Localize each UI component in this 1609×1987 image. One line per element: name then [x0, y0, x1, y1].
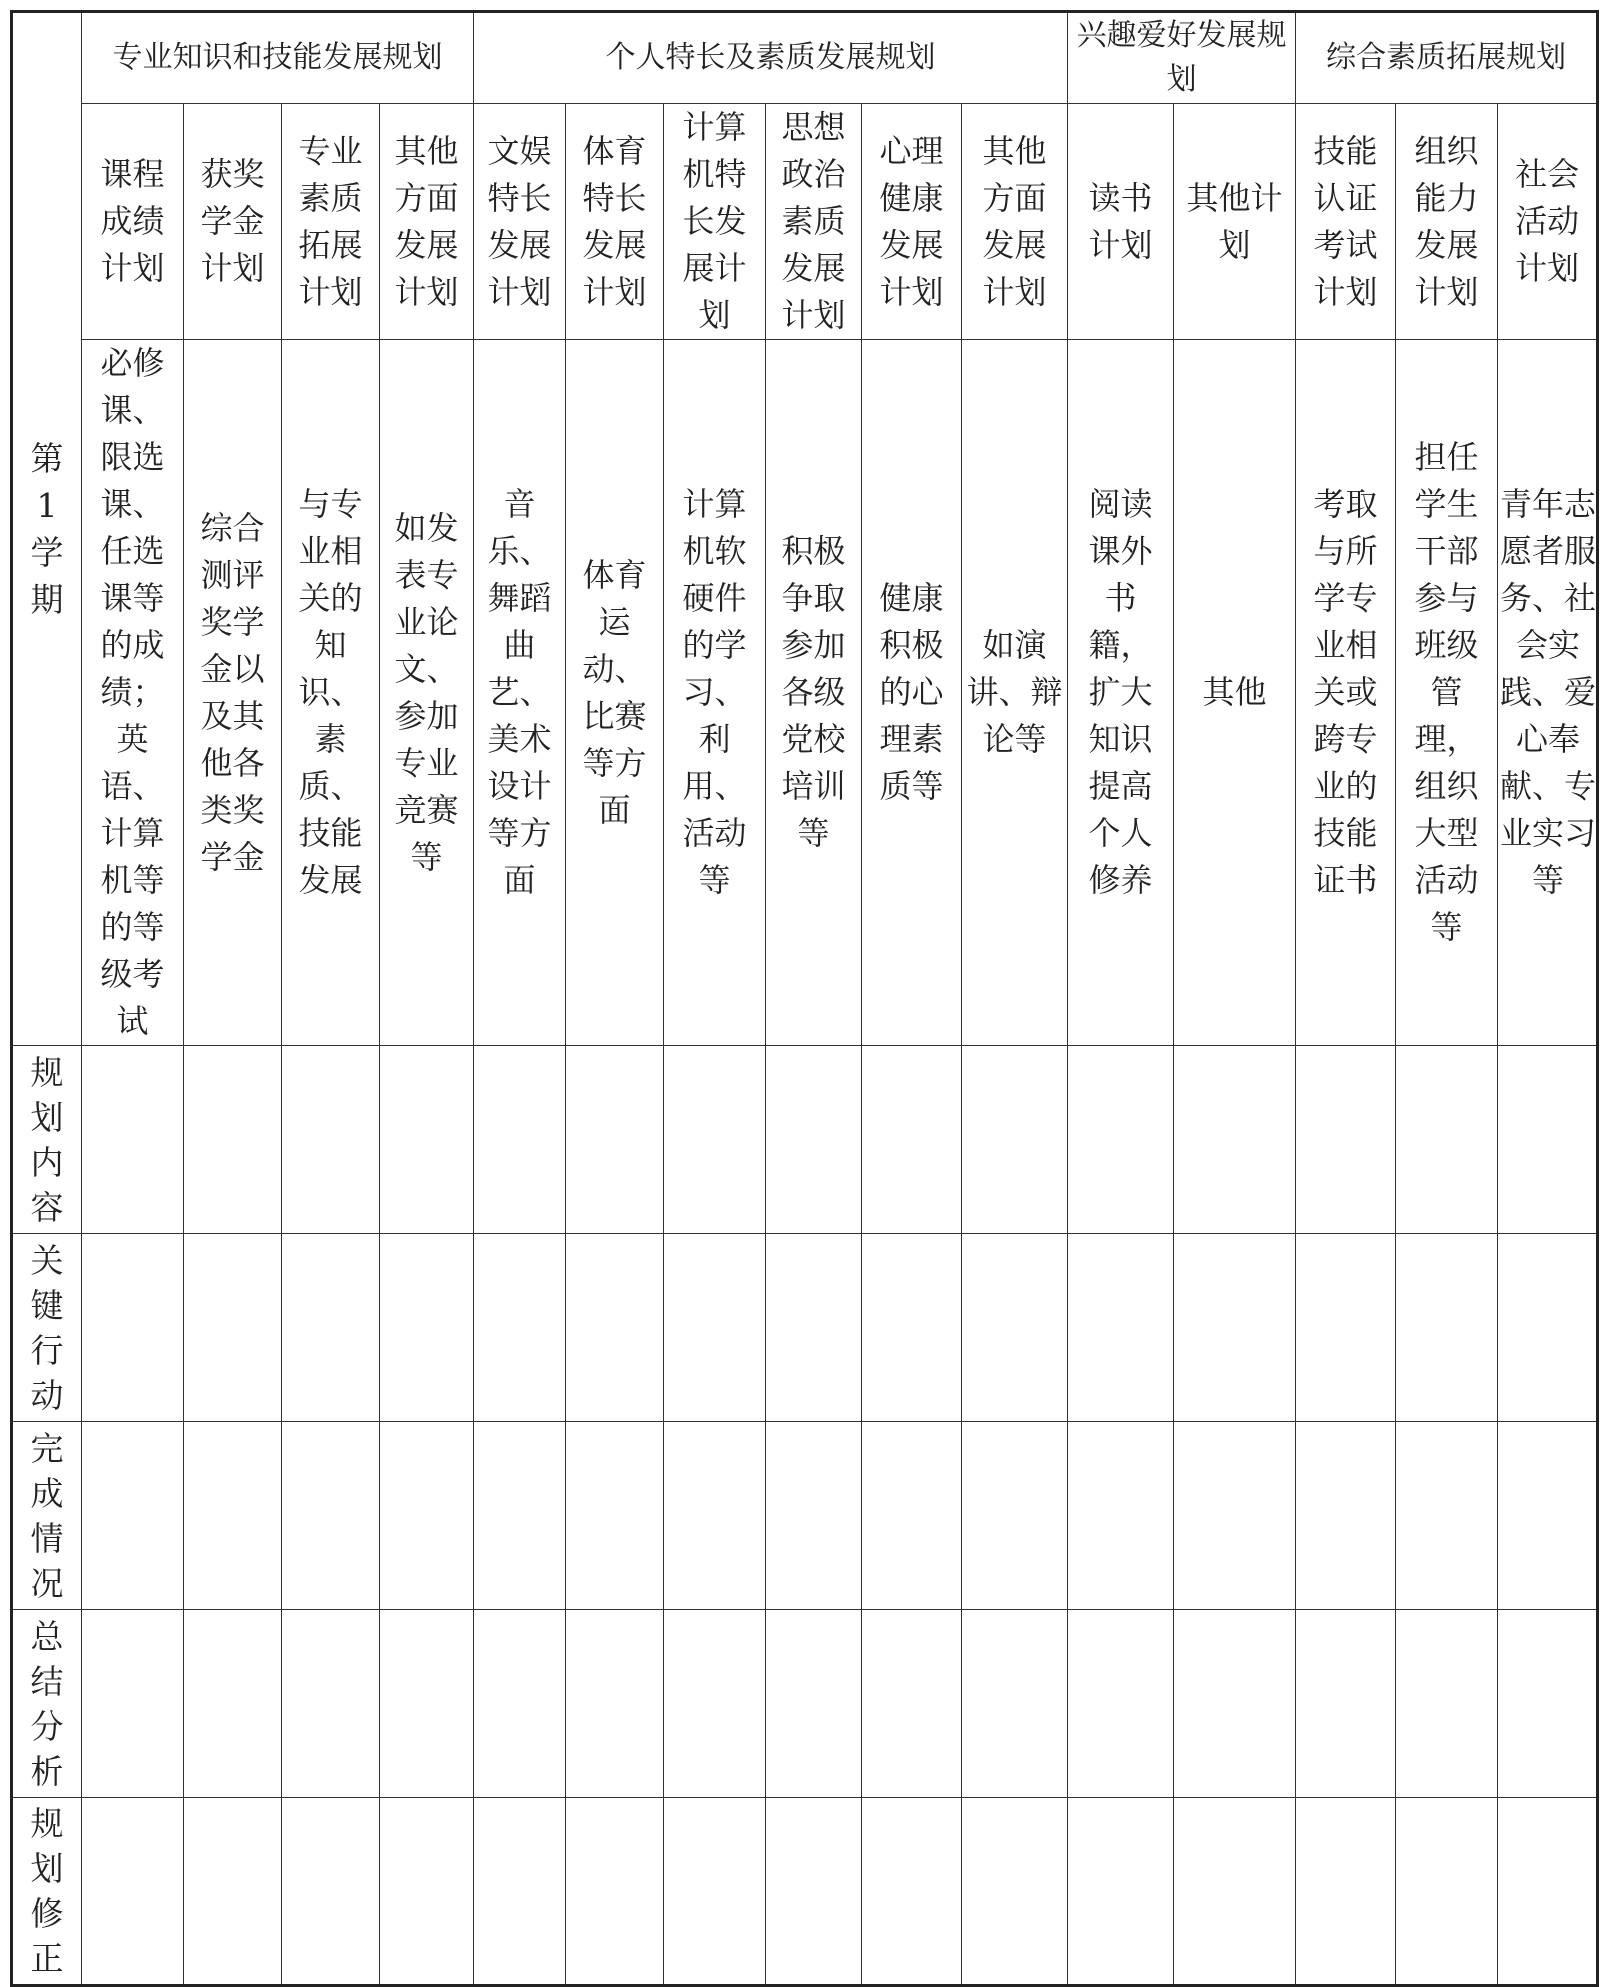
column-description: 青年志愿者服务、社会实践、爱心奉献、专业实习等 — [1500, 485, 1597, 899]
entry-cell[interactable] — [1396, 1234, 1498, 1422]
summary-analysis-row — [12, 1610, 1598, 1798]
description-cell — [380, 340, 474, 1046]
column-header-cell — [82, 104, 184, 340]
entry-cell[interactable] — [1296, 1798, 1396, 1986]
column-header: 社会活动计划 — [1515, 155, 1580, 287]
column-header-cell — [1498, 104, 1598, 340]
row-label: 规划修正 — [30, 1804, 64, 1978]
column-description: 计算机软硬件的学习、利用、活动等 — [682, 485, 747, 899]
description-cell — [1068, 340, 1174, 1046]
column-description: 与专业相关的知识、素质、技能发展 — [298, 485, 363, 899]
group-header: 兴趣爱好发展规划 — [1076, 18, 1287, 97]
column-header: 获奖学金计划 — [200, 155, 265, 287]
entry-cell[interactable] — [1296, 1046, 1396, 1234]
description-cell — [1174, 340, 1296, 1046]
entry-cell[interactable] — [1068, 1422, 1174, 1610]
entry-cell[interactable] — [1498, 1422, 1598, 1610]
entry-cell[interactable] — [1296, 1422, 1396, 1610]
entry-cell[interactable] — [82, 1610, 184, 1798]
entry-cell[interactable] — [184, 1610, 282, 1798]
column-header: 体育特长发展计划 — [582, 131, 647, 311]
entry-cell[interactable] — [566, 1234, 664, 1422]
completion-status-row — [12, 1422, 1598, 1610]
description-cell — [474, 340, 566, 1046]
row-label: 关键行动 — [30, 1240, 64, 1415]
entry-cell[interactable] — [380, 1046, 474, 1234]
entry-cell[interactable] — [664, 1234, 766, 1422]
entry-cell[interactable] — [380, 1798, 474, 1986]
entry-cell[interactable] — [862, 1798, 962, 1986]
entry-cell[interactable] — [184, 1798, 282, 1986]
semester-cell — [12, 12, 82, 1046]
group-header: 个人特长及素质发展规划 — [605, 40, 936, 75]
entry-cell[interactable] — [380, 1234, 474, 1422]
column-header-cell — [1296, 104, 1396, 340]
column-header-cell — [184, 104, 282, 340]
description-cell — [664, 340, 766, 1046]
entry-cell[interactable] — [1396, 1610, 1498, 1798]
column-header-cell — [766, 104, 862, 340]
column-description: 其他 — [1202, 673, 1267, 711]
entry-cell[interactable] — [282, 1798, 380, 1986]
plan-content-row — [12, 1046, 1598, 1234]
entry-cell[interactable] — [766, 1422, 862, 1610]
column-header: 其他计划 — [1186, 178, 1283, 264]
column-header: 思想政治素质发展计划 — [781, 108, 846, 334]
entry-cell[interactable] — [862, 1234, 962, 1422]
column-description: 积极争取参加各级党校培训等 — [781, 532, 846, 852]
career-plan-table — [10, 10, 1599, 1987]
entry-cell[interactable] — [474, 1610, 566, 1798]
key-actions-row — [12, 1234, 1598, 1422]
entry-cell[interactable] — [1396, 1046, 1498, 1234]
group-header-cell — [82, 12, 474, 104]
column-description: 考取与所学专业相关或跨专业的技能证书 — [1313, 485, 1378, 899]
entry-cell[interactable] — [664, 1046, 766, 1234]
entry-cell[interactable] — [1396, 1798, 1498, 1986]
description-cell — [184, 340, 282, 1046]
column-header: 其他方面发展计划 — [982, 131, 1047, 311]
entry-cell[interactable] — [380, 1610, 474, 1798]
entry-cell[interactable] — [282, 1234, 380, 1422]
entry-cell[interactable] — [766, 1046, 862, 1234]
entry-cell[interactable] — [862, 1046, 962, 1234]
entry-cell[interactable] — [962, 1610, 1068, 1798]
entry-cell[interactable] — [1296, 1234, 1396, 1422]
entry-cell[interactable] — [82, 1798, 184, 1986]
entry-cell[interactable] — [766, 1798, 862, 1986]
group-header: 综合素质拓展规划 — [1326, 40, 1567, 75]
column-header: 心理健康发展计划 — [879, 131, 944, 311]
column-header-cell — [664, 104, 766, 340]
column-header-cell — [862, 104, 962, 340]
entry-cell[interactable] — [962, 1798, 1068, 1986]
column-header-cell — [1068, 104, 1174, 340]
entry-cell[interactable] — [184, 1046, 282, 1234]
entry-cell[interactable] — [1498, 1610, 1598, 1798]
entry-cell[interactable] — [474, 1234, 566, 1422]
column-header-cell — [380, 104, 474, 340]
entry-cell[interactable] — [1296, 1610, 1396, 1798]
entry-cell[interactable] — [1068, 1046, 1174, 1234]
entry-cell[interactable] — [184, 1422, 282, 1610]
column-description: 如发表专业论文、参加专业竞赛等 — [394, 508, 459, 876]
plan-revision-row — [12, 1798, 1598, 1986]
group-header-cell — [474, 12, 1068, 104]
row-label-cell — [12, 1422, 82, 1610]
column-header: 读书计划 — [1088, 178, 1153, 264]
description-cell — [566, 340, 664, 1046]
entry-cell[interactable] — [1174, 1798, 1296, 1986]
description-cell — [1396, 340, 1498, 1046]
entry-cell[interactable] — [82, 1046, 184, 1234]
column-header: 专业素质拓展计划 — [298, 131, 363, 311]
description-cell — [82, 340, 184, 1046]
group-header-cell — [1296, 12, 1598, 104]
column-header-cell — [566, 104, 664, 340]
row-label-cell — [12, 1046, 82, 1234]
entry-cell[interactable] — [474, 1046, 566, 1234]
row-label: 规划内容 — [30, 1052, 64, 1227]
entry-cell[interactable] — [664, 1610, 766, 1798]
entry-cell[interactable] — [1174, 1234, 1296, 1422]
column-description: 如演讲、辩论等 — [966, 626, 1063, 758]
group-header: 专业知识和技能发展规划 — [112, 40, 443, 75]
entry-cell[interactable] — [664, 1798, 766, 1986]
entry-cell[interactable] — [282, 1610, 380, 1798]
column-header-cell — [962, 104, 1068, 340]
semester-label: 第1学期 — [30, 439, 64, 619]
entry-cell[interactable] — [962, 1234, 1068, 1422]
entry-cell[interactable] — [1498, 1798, 1598, 1986]
entry-cell[interactable] — [474, 1422, 566, 1610]
row-label-cell — [12, 1610, 82, 1798]
entry-cell[interactable] — [1068, 1798, 1174, 1986]
entry-cell[interactable] — [82, 1422, 184, 1610]
row-label: 总结分析 — [30, 1616, 64, 1791]
group-header-cell — [1068, 12, 1296, 104]
column-header-cell — [1396, 104, 1498, 340]
entry-cell[interactable] — [282, 1422, 380, 1610]
entry-cell[interactable] — [1396, 1422, 1498, 1610]
entry-cell[interactable] — [566, 1610, 664, 1798]
entry-cell[interactable] — [566, 1046, 664, 1234]
entry-cell[interactable] — [962, 1046, 1068, 1234]
entry-cell[interactable] — [862, 1422, 962, 1610]
column-header-cell — [282, 104, 380, 340]
description-cell — [1296, 340, 1396, 1046]
column-description: 必修课、限选课、任选课等的成绩；英语、计算机等的等级考试 — [100, 344, 165, 1040]
column-description: 健康积极的心理素质等 — [879, 579, 944, 805]
description-cell — [962, 340, 1068, 1046]
column-description: 体育运动、比赛等方面 — [582, 555, 647, 829]
entry-cell[interactable] — [82, 1234, 184, 1422]
entry-cell[interactable] — [664, 1422, 766, 1610]
entry-cell[interactable] — [184, 1234, 282, 1422]
column-description: 担任学生干部参与班级管理，组织大型活动等 — [1414, 438, 1479, 946]
entry-cell[interactable] — [766, 1610, 862, 1798]
column-header: 技能认证考试计划 — [1313, 131, 1378, 311]
column-header: 计算机特长发展计划 — [682, 108, 747, 334]
entry-cell[interactable] — [380, 1422, 474, 1610]
entry-cell[interactable] — [1498, 1234, 1598, 1422]
column-header: 文娱特长发展计划 — [487, 131, 552, 311]
entry-cell[interactable] — [1068, 1234, 1174, 1422]
entry-cell[interactable] — [962, 1422, 1068, 1610]
entry-cell[interactable] — [1174, 1422, 1296, 1610]
column-header-cell — [1174, 104, 1296, 340]
column-description: 综合测评奖学金以及其他各类奖学金 — [200, 508, 265, 876]
entry-cell[interactable] — [566, 1422, 664, 1610]
entry-cell[interactable] — [1174, 1610, 1296, 1798]
column-header: 其他方面发展计划 — [394, 131, 459, 311]
entry-cell[interactable] — [1174, 1046, 1296, 1234]
entry-cell[interactable] — [282, 1046, 380, 1234]
description-cell — [766, 340, 862, 1046]
description-cell — [1498, 340, 1598, 1046]
column-header-cell — [474, 104, 566, 340]
entry-cell[interactable] — [474, 1798, 566, 1986]
entry-cell[interactable] — [566, 1798, 664, 1986]
entry-cell[interactable] — [1498, 1046, 1598, 1234]
entry-cell[interactable] — [862, 1610, 962, 1798]
entry-cell[interactable] — [1068, 1610, 1174, 1798]
column-header: 组织能力发展计划 — [1414, 131, 1479, 311]
column-description: 阅读课外书籍，扩大知识提高个人修养 — [1088, 485, 1153, 899]
column-header: 课程成绩计划 — [100, 155, 165, 287]
description-cell — [282, 340, 380, 1046]
column-description: 音乐、舞蹈曲艺、美术设计等方面 — [487, 485, 552, 899]
entry-cell[interactable] — [766, 1234, 862, 1422]
description-cell — [862, 340, 962, 1046]
row-label: 完成情况 — [30, 1428, 64, 1603]
row-label-cell — [12, 1798, 82, 1986]
row-label-cell — [12, 1234, 82, 1422]
